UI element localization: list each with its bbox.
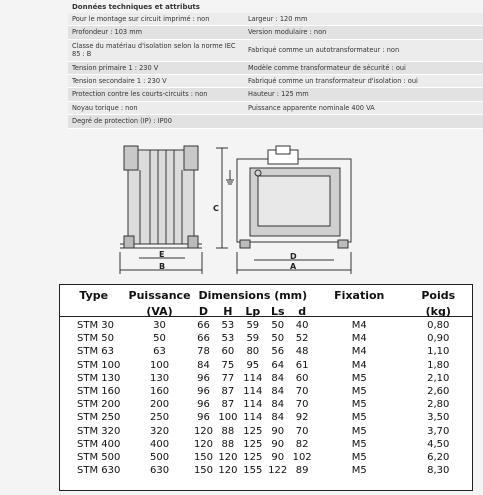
table-cell: 155 <box>243 465 263 477</box>
dim-label-c: C <box>213 204 219 213</box>
table-cell: 114 <box>243 399 263 411</box>
table-cell: 400 <box>149 438 170 450</box>
table-cell: M4 <box>351 359 367 371</box>
spec-cell: Largeur : 120 mm <box>244 13 483 26</box>
table-cell: M5 <box>351 399 367 411</box>
table-cell: 87 <box>221 386 235 398</box>
table-cell: 40 <box>295 320 309 332</box>
header-dim-ls: Ls <box>270 305 285 318</box>
transformer-drawing <box>0 136 483 284</box>
table-cell: 89 <box>295 465 309 477</box>
table-cell: STM 320 <box>77 425 121 437</box>
table-row <box>60 398 472 411</box>
table-cell: 70 <box>295 399 309 411</box>
table-cell: 150 <box>193 465 214 477</box>
table-cell: 250 <box>149 412 170 424</box>
table-cell: 125 <box>243 451 263 463</box>
table-cell: 90 <box>271 451 285 463</box>
table-cell: 77 <box>221 372 235 384</box>
header-dim-d-upper: D <box>198 305 209 318</box>
spec-cell: Modèle comme transformateur de sécurité : oui <box>244 62 483 75</box>
table-cell: 120 <box>193 425 214 437</box>
table-cell: 92 <box>295 412 309 424</box>
table-cell: 125 <box>243 438 263 450</box>
table-cell: 70 <box>295 425 309 437</box>
table-cell: 3,70 <box>427 425 450 437</box>
table-cell: 2,10 <box>427 372 450 384</box>
specs-title: Données techniques et attributs <box>72 3 200 11</box>
table-cell: 84 <box>271 412 285 424</box>
table-cell: 114 <box>243 386 263 398</box>
table-cell: STM 63 <box>77 346 114 358</box>
table-cell: 84 <box>271 386 285 398</box>
table-cell: 4,50 <box>427 438 450 450</box>
table-row <box>60 385 472 398</box>
table-cell: 0,80 <box>427 320 450 332</box>
spec-cell: Puissance apparente nominale 400 VA <box>244 102 483 115</box>
table-cell: STM 50 <box>77 333 114 345</box>
table-cell: 100 <box>149 359 170 371</box>
table-cell: 122 <box>268 465 288 477</box>
table-cell: 59 <box>246 333 260 345</box>
table-cell: 120 <box>218 451 238 463</box>
header-type: Type <box>79 289 109 302</box>
table-cell: 50 <box>271 320 285 332</box>
spec-cell: Version modulaire : non <box>244 26 483 39</box>
table-cell: M5 <box>351 372 367 384</box>
table-cell: 52 <box>295 333 309 345</box>
spec-cell: Pour le montage sur circuit imprimé : non <box>68 13 244 26</box>
spec-cell <box>244 115 483 128</box>
table-cell: STM 30 <box>77 320 114 332</box>
table-cell: 82 <box>295 438 309 450</box>
table-cell: 160 <box>149 386 170 398</box>
table-cell: 130 <box>149 372 170 384</box>
table-cell: 87 <box>221 399 235 411</box>
table-cell: 64 <box>271 359 285 371</box>
table-cell: STM 160 <box>77 386 121 398</box>
table-cell: STM 630 <box>77 465 121 477</box>
table-row <box>60 451 472 464</box>
spec-cell: Noyau torique : non <box>68 102 244 115</box>
header-fixation: Fixation <box>334 289 385 302</box>
table-cell: 63 <box>153 346 166 358</box>
table-cell: 96 <box>197 412 210 424</box>
table-cell: 2,60 <box>427 386 450 398</box>
table-cell: 0,90 <box>427 333 450 345</box>
table-row <box>60 464 472 477</box>
dim-label-d: D <box>290 252 297 261</box>
table-cell: 114 <box>243 412 263 424</box>
table-cell: 75 <box>221 359 235 371</box>
side-view-terminal-right <box>184 146 198 170</box>
table-cell: 84 <box>271 399 285 411</box>
table-row <box>60 359 472 372</box>
table-cell: STM 130 <box>77 372 121 384</box>
table-cell: 150 <box>193 451 214 463</box>
table-cell: 2,80 <box>427 399 450 411</box>
table-cell: 90 <box>271 425 285 437</box>
spec-cell: Fabriqué comme un transformateur d'isolation : oui <box>244 75 483 88</box>
dimensions-table-grid <box>60 285 472 477</box>
header-puissance: Puissance <box>128 289 191 302</box>
table-cell: M5 <box>351 451 367 463</box>
spec-cell: Tension secondaire 1 : 230 V <box>68 75 244 88</box>
table-cell: M4 <box>351 320 367 332</box>
table-cell: 53 <box>221 320 235 332</box>
table-cell: M5 <box>351 425 367 437</box>
transformer-drawing-svg <box>0 136 483 284</box>
table-cell: 200 <box>149 399 170 411</box>
spec-cell: Protection contre les courts-circuits : non <box>68 88 244 101</box>
table-cell: M5 <box>351 412 367 424</box>
table-cell: 90 <box>271 438 285 450</box>
table-cell: 60 <box>295 372 309 384</box>
table-cell: 61 <box>295 359 309 371</box>
spec-cell: Degré de protection (IP) : IP00 <box>68 115 244 128</box>
side-view-terminal-left <box>124 146 138 170</box>
table-cell: 84 <box>271 372 285 384</box>
dim-label-e: E <box>159 250 165 259</box>
table-cell: 114 <box>243 372 263 384</box>
table-cell: 60 <box>221 346 235 358</box>
table-cell: 8,30 <box>427 465 450 477</box>
table-cell: 500 <box>149 451 170 463</box>
table-row <box>60 411 472 424</box>
dim-label-b: B <box>159 262 166 271</box>
table-row <box>60 372 472 385</box>
table-cell: 59 <box>246 320 260 332</box>
table-cell: 56 <box>271 346 285 358</box>
table-row <box>60 425 472 438</box>
table-cell: 95 <box>246 359 260 371</box>
table-cell: 120 <box>218 465 238 477</box>
table-cell: 102 <box>292 451 312 463</box>
table-cell: 3,50 <box>427 412 450 424</box>
spec-cell: Profondeur : 103 mm <box>68 26 244 39</box>
table-cell: 88 <box>221 425 235 437</box>
table-cell: 78 <box>197 346 210 358</box>
header-poids-unit: (kg) <box>425 305 451 318</box>
technical-specs <box>68 0 483 136</box>
table-cell: M5 <box>351 386 367 398</box>
table-cell: 50 <box>271 333 285 345</box>
table-cell: M4 <box>351 346 367 358</box>
spec-cell: Hauteur : 125 mm <box>244 88 483 101</box>
table-cell: 80 <box>246 346 260 358</box>
table-cell: 66 <box>197 320 210 332</box>
table-cell: 48 <box>295 346 309 358</box>
table-cell: 630 <box>149 465 170 477</box>
table-cell: 96 <box>197 399 210 411</box>
table-body <box>60 319 472 477</box>
spec-cell: Fabriqué comme un autotransformateur : non <box>244 40 483 62</box>
table-cell: 120 <box>193 438 214 450</box>
table-cell: 1,10 <box>427 346 450 358</box>
dim-label-a: A <box>290 262 297 271</box>
spec-cell: Classe du matériau d'isolation selon la norme IEC 85 : B <box>68 40 244 62</box>
table-cell: 53 <box>221 333 235 345</box>
table-cell: STM 400 <box>77 438 121 450</box>
table-cell: 50 <box>153 333 166 345</box>
spec-cell: Tension primaire 1 : 230 V <box>68 62 244 75</box>
specs-grid <box>68 13 483 129</box>
table-cell: M5 <box>351 465 367 477</box>
header-puissance-unit: (VA) <box>146 305 173 318</box>
table-cell: 66 <box>197 333 210 345</box>
header-dimensions: Dimensions (mm) <box>198 289 308 302</box>
table-row <box>60 332 472 345</box>
table-cell: 84 <box>197 359 210 371</box>
table-row <box>60 438 472 451</box>
table-cell: M5 <box>351 438 367 450</box>
table-cell: 96 <box>197 386 210 398</box>
table-cell: 320 <box>149 425 170 437</box>
table-cell: 30 <box>153 320 166 332</box>
table-cell: 70 <box>295 386 309 398</box>
table-cell: STM 250 <box>77 412 121 424</box>
table-cell: 6,20 <box>427 451 450 463</box>
table-row <box>60 319 472 332</box>
header-dim-lp: Lp <box>245 305 261 318</box>
table-cell: 96 <box>197 372 210 384</box>
table-cell: STM 200 <box>77 399 121 411</box>
table-cell: STM 500 <box>77 451 121 463</box>
header-poids: Poids <box>421 289 456 302</box>
table-cell: 88 <box>221 438 235 450</box>
header-dim-d-lower: d <box>298 305 307 318</box>
table-cell: 100 <box>218 412 238 424</box>
table-row <box>60 345 472 358</box>
header-dim-h: H <box>223 305 233 318</box>
table-cell: M4 <box>351 333 367 345</box>
dimensions-table <box>59 284 473 491</box>
table-cell: STM 100 <box>77 359 121 371</box>
table-cell: 1,80 <box>427 359 450 371</box>
table-cell: 125 <box>243 425 263 437</box>
